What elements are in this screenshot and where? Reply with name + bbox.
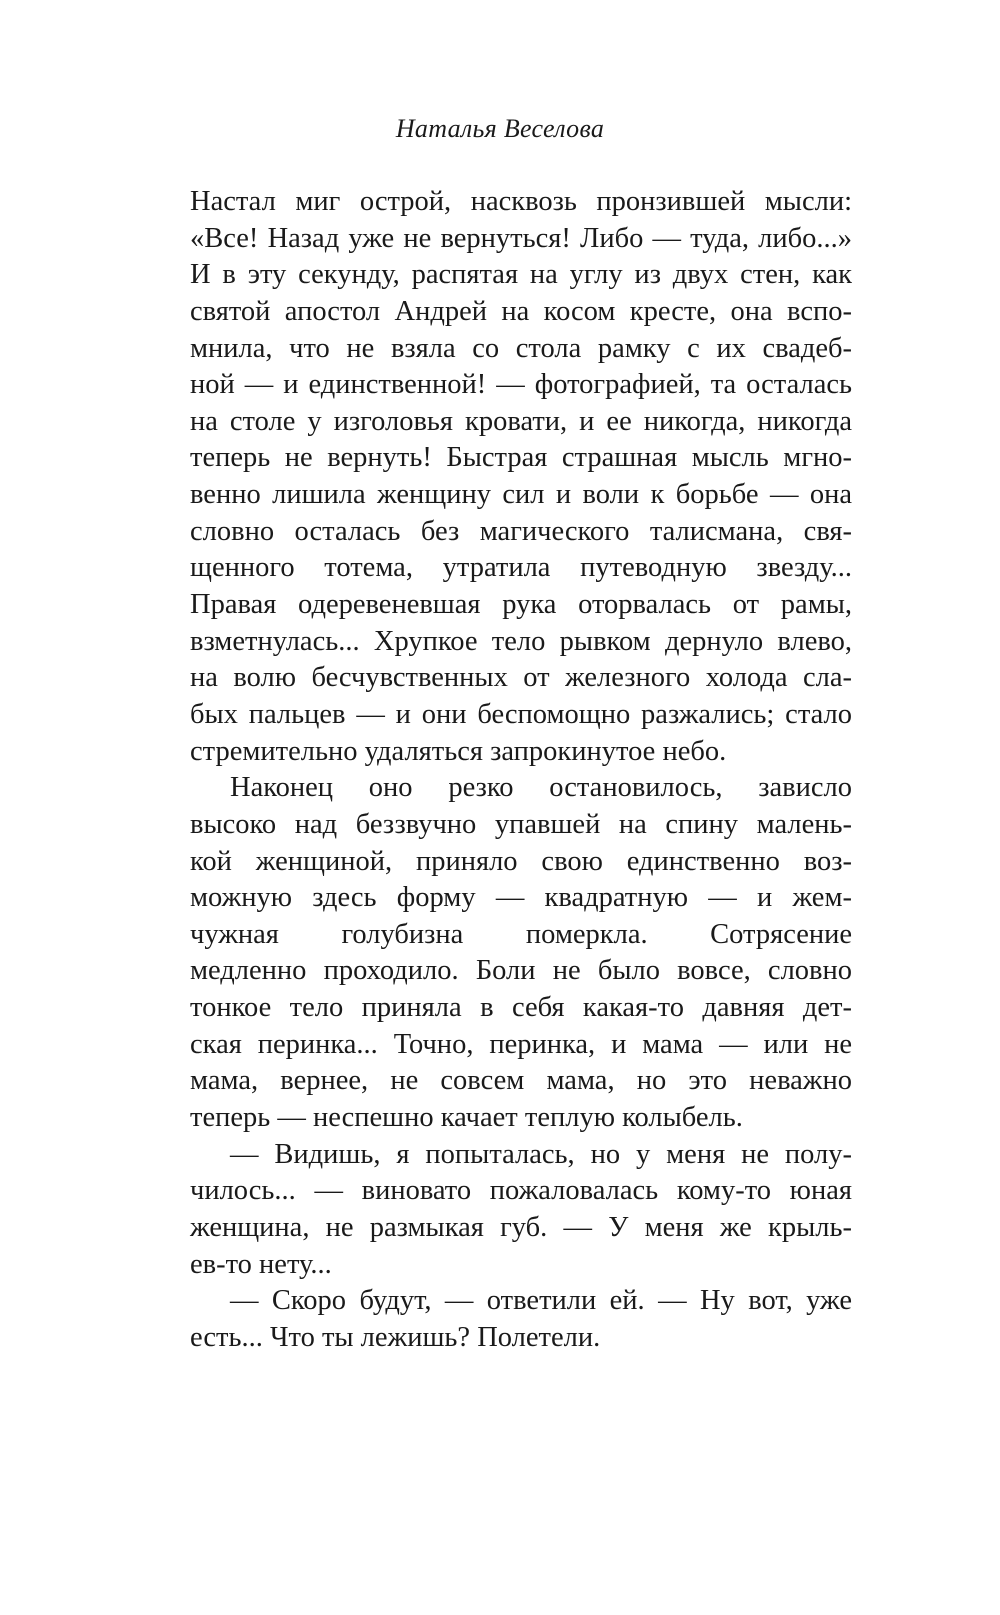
text-line: чужная голубизна померкла. Сотрясение	[190, 918, 852, 950]
text-line: святой апостол Андрей на косом кресте, она вспо-	[190, 295, 852, 327]
text-line: на столе у изголовья кровати, и ее никогда, никогда	[190, 405, 852, 437]
running-head-author: Наталья Веселова	[395, 114, 605, 143]
text-line: щенного тотема, утратила путеводную звезду...	[190, 552, 852, 584]
text-line: ной — и единственной! — фотографией, та осталась	[190, 369, 852, 401]
dialogue-first-line: — Скоро будут, — ответили ей. — Ну вот, уже	[230, 1285, 852, 1317]
text-line: ская перинка... Точно, перинка, и мама — или не	[190, 1028, 852, 1060]
page-body-text	[190, 184, 852, 1357]
text-line: стремительно удаляться запрокинутое небо.	[190, 735, 727, 767]
text-line: медленно проходило. Боли не было вовсе, словно	[190, 955, 852, 987]
text-line: словно осталась без магического талисмана, свя-	[190, 515, 852, 547]
paragraph-first-line: Наконец оно резко остановилось, зависло	[230, 772, 852, 804]
text-line: бых пальцев — и они беспомощно разжались; стало	[190, 698, 852, 730]
text-line: женщина, не размыкая губ. — У меня же крыль-	[190, 1211, 852, 1243]
text-line: венно лишила женщину сил и воли к борьбе — она	[190, 479, 852, 511]
text-line: теперь — неспешно качает теплую колыбель.	[190, 1102, 743, 1134]
text-line: на волю бесчувственных от железного холода сла-	[190, 662, 852, 694]
text-line: кой женщиной, приняло свою единственно воз-	[190, 845, 852, 877]
text-line: есть... Что ты лежишь? Полетели.	[190, 1321, 601, 1353]
text-line: Правая одеревеневшая рука оторвалась от рамы,	[190, 589, 852, 621]
text-line: высоко над беззвучно упавшей на спину малень-	[190, 808, 852, 840]
text-line: чилось... — виновато пожаловалась кому-то юная	[190, 1175, 852, 1207]
text-line: Настал миг острой, насквозь пронзившей мысли:	[190, 186, 852, 217]
text-line: мама, вернее, не совсем мама, но это неважно	[190, 1065, 852, 1097]
dialogue-first-line: — Видишь, я попыталась, но у меня не полу-	[230, 1138, 852, 1170]
text-line: тонкое тело приняла в себя какая-то давняя дет-	[190, 992, 852, 1024]
text-line: ев-то нету...	[190, 1248, 332, 1280]
text-line: теперь не вернуть! Быстрая страшная мысль мгно-	[190, 442, 852, 474]
text-line: мнила, что не взяла со стола рамку с их свадеб-	[190, 332, 852, 364]
text-line: можную здесь форму — квадратную — и жем-	[190, 882, 852, 914]
text-line: И в эту секунду, распятая на углу из двух стен, как	[190, 259, 852, 291]
text-line: взметнулась... Хрупкое тело рывком дернуло влево,	[190, 625, 852, 657]
text-line: «Все! Назад уже не вернуться! Либо — туда, либо...»	[190, 222, 852, 254]
